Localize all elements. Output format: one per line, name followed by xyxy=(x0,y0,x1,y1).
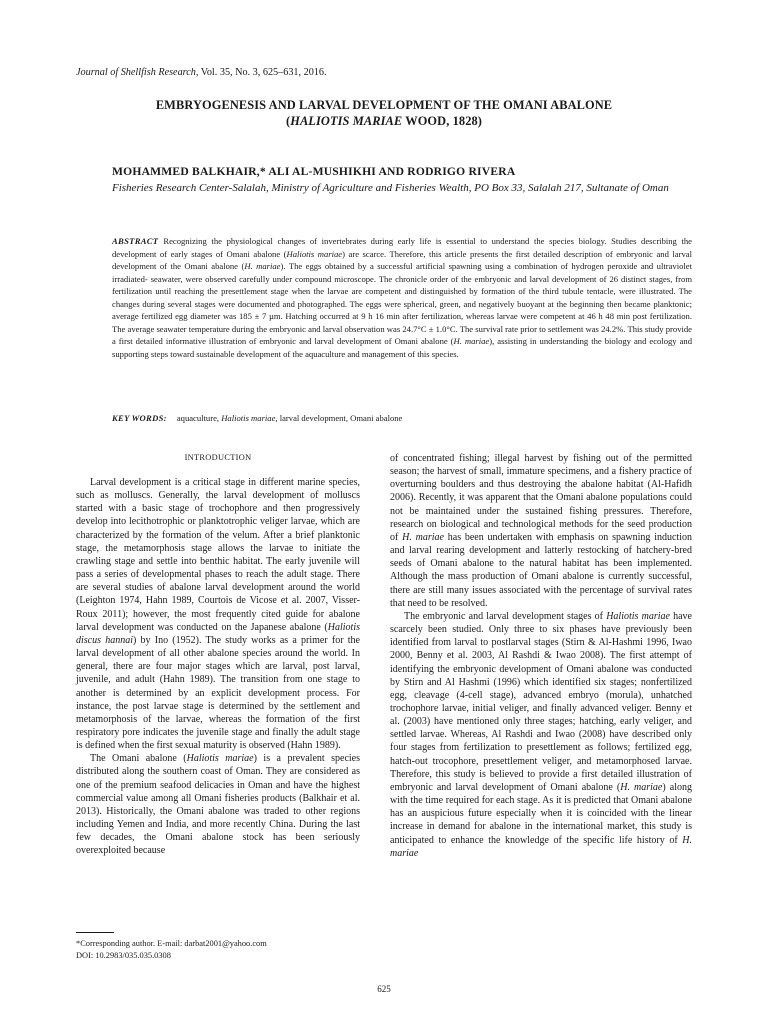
paragraph xyxy=(76,476,360,752)
page-number: 625 xyxy=(377,984,391,994)
paragraph-text: ) is a prevalent species distributed along the southern coast of Oman. They are considered as one of the premium seafood delicacies in Oman and have the highest commercial value among all Omani fisheries products (Balkhair et al. 2013). Historically, the Omani abalone was traded to other regions including Yemen and India, and more recently China. During the last few decades, the Omani abalone stock has been seriously overexploited because xyxy=(76,753,361,857)
species-name: H. mariae xyxy=(390,834,692,859)
title-species: HALIOTIS MARIAE xyxy=(290,114,403,128)
column-right xyxy=(390,452,692,860)
species-name: H. mariae xyxy=(402,531,444,543)
corresponding-author: *Corresponding author. E-mail: darbat2001@yahoo.com xyxy=(76,939,267,948)
species-name: Haliotis discus hannai xyxy=(76,621,360,646)
affiliation: Fisheries Research Center-Salalah, Ministry of Agriculture and Fisheries Wealth, PO Box 33, Salalah 217, Sultanate of Oman xyxy=(112,182,669,194)
paragraph xyxy=(390,452,692,610)
abstract-text: Recognizing the physiological changes of invertebrates during early life is essential to understand the species biology. Studies describing the development of early stages of Omani abalone ( xyxy=(112,236,692,259)
paragraph-text: ) along with the time required for each stage. As it is predicted that Omani abalone has an auspicious future especially when it is coincided with the linear increase in demand for abalone in the international market, this study is anticipated to enhance the knowledge of the specific life history of xyxy=(390,781,692,846)
abstract-species: Haliotis mariae xyxy=(286,248,343,259)
paragraph-text: The Omani abalone ( xyxy=(90,753,187,765)
abstract-species: H. mariae xyxy=(453,336,490,346)
title-line-1: EMBRYOGENESIS AND LARVAL DEVELOPMENT OF THE OMANI ABALONE xyxy=(155,98,613,112)
keyword-species: Haliotis mariae xyxy=(221,413,276,423)
journal-name: Journal of Shellfish Research xyxy=(76,67,196,78)
paragraph-text: Larval development is a critical stage in different marine species, such as molluscs. Generally, the larval development of molluscs started with a basic stage of trochophore and then progressively develop into lecithotrophic or planktotrophic veliger larvae, which are characterized by the formation of the velum. After a brief planktonic stage, the metamorphosis stage allows the larvae to initiate the crawling stage and settle into benthic habitat. The early juvenile will pass a series of developmental phases to reach the adult stage. There are several studies of abalone larval development around the world (Leighton 1974, Hahn 1989, Courtois de Vicose et al. 2007, Visser-Roux 2011); however, the most frequently cited guide for abalone larval development was conducted on the Japanese abalone ( xyxy=(76,477,360,633)
paragraph-text: of concentrated fishing; illegal harvest by fishing out of the permitted season; the harvest of small, immature specimens, and a fishery practice of overturning boulders and thus destroying the abalone habitat (Al-Hafidh 2006). Recently, it was apparent that the Omani abalone populations could not be maintained under the sustained fishing pressures. Therefore, research on biological and technological methods for the seed production of xyxy=(390,453,692,543)
title-paren: ( xyxy=(285,114,291,128)
paragraph-text: The embryonic and larval development stages of xyxy=(404,610,607,622)
paragraph xyxy=(76,752,360,857)
abstract-label: ABSTRACT xyxy=(112,236,159,246)
keyword-text: aquaculture, xyxy=(176,413,222,423)
title-author-year: WOOD, 1828) xyxy=(402,114,483,128)
footnote xyxy=(76,938,366,961)
abstract-text: ). The eggs obtained by a successful artificial spawning using a combination of hydrogen peroxide and ultraviolet irradiated- seawater, were observed carefully under compound microscope. The chronicle order of the embryonic and larval development of 26 distinct stages, from fertilization until reaching the presettlement stage when the larvae are competent and distinguished by formation of the third tubule tentacle, were illustrated. The changes during several stages were documented and photographed. The eggs were spherical, green, and negatively buoyant at the beginning then became planktonic; average fertilized egg diameter was 185 ± 7 µm. Hatching occurred at 9 h 16 min after fertilization, whereas larvae were competent at 46 h 48 min post fertilization. The average seawater temperature during the embryonic and larval observation was 24.7°C ± 1.0°C. The survival rate prior to settlement was 24.2%. This study provide a first detailed informative illustration of embryonic and larval development of Omani abalone ( xyxy=(112,261,693,346)
journal-reference xyxy=(76,67,696,78)
abstract-text: ) are scarce. Therefore, this article presents the first detailed description of embryonic and larval development of the Omani abalone ( xyxy=(112,248,692,271)
doi: DOI: 10.2983/035.035.0308 xyxy=(76,950,171,960)
keywords-label: KEY WORDS: xyxy=(112,413,167,423)
paragraph-text: has been undertaken with emphasis on spawning induction and larval rearing development and latterly restocking of hatchery-bred seeds of Omani abalone to the natural habitat has been implemented. Although the mass production of Omani abalone is currently successful, there are still many issues associated with the percentage of survival rates that need to be resolved. xyxy=(390,531,692,609)
paragraph-text: have scarcely been studied. Only three to six phases have previously been identified from larval to postlarval stages (Stirn & Al-Hashmi 1996, Iwao 2000, Benny et al. 2003, Al Rashdi & Iwao 2008). The first attempt of identifying the embryonic development of Omani abalone was conducted by Stirn and Al Hashmi (1996) which identified six stages; nonfertilized egg, cleavage (4-cell stage), advanced embryo (morula), unhatched trochophore larvae, initial veliger, and finally advanced veliger. Benny et al. (2003) have mentioned only three stages; hatching, early veliger, and settled larvae. Whereas, Al Rashdi and Iwao (2008) have described only four stages from fertilization to presettlement as follows; fertilized egg, hatch-out trocophore, presettlement veliger, and metamorphosed larvae. Therefore, this study is believed to provide a first detailed illustration of embryonic and larval development of Omani abalone ( xyxy=(390,610,692,793)
title-line-2 xyxy=(76,113,692,129)
keyword-text: , larval development, Omani abalone xyxy=(275,413,403,423)
article-title xyxy=(76,97,692,129)
footnote-rule xyxy=(76,932,114,933)
species-name: Haliotis mariae xyxy=(186,753,254,765)
section-heading-introduction: INTRODUCTION xyxy=(184,453,252,462)
abstract-species: H. mariae xyxy=(244,261,281,271)
column-left xyxy=(76,452,360,858)
species-name: Haliotis mariae xyxy=(606,610,670,622)
abstract-text: ), assisting in understanding the biology and ecology and supporting steps toward sustainable development of the aquaculture and management of this species. xyxy=(112,336,692,359)
species-name: H. mariae xyxy=(620,781,663,793)
abstract xyxy=(112,235,692,360)
keywords xyxy=(112,413,692,423)
author-list: MOHAMMED BALKHAIR,* ALI AL-MUSHIKHI AND RODRIGO RIVERA xyxy=(112,165,516,178)
journal-details: , Vol. 35, No. 3, 625–631, 2016. xyxy=(195,67,327,78)
paragraph-text: ) by Ino (1952). The study works as a primer for the larval development of all other abalone species around the world. In general, there are four major stages which are larval, post larval, juvenile, and adult (Hahn 1989). The transition from one stage to another is determined by an explicit development process. For instance, the post larvae stage is determined by the settlement and metamorphosis of the larvae, whereas the formation of the first respiratory pore indicates the juvenile stage and finally the adult stage is defined when the first sexual maturity is observed (Hahn 1989). xyxy=(76,634,360,752)
paragraph xyxy=(390,610,692,860)
